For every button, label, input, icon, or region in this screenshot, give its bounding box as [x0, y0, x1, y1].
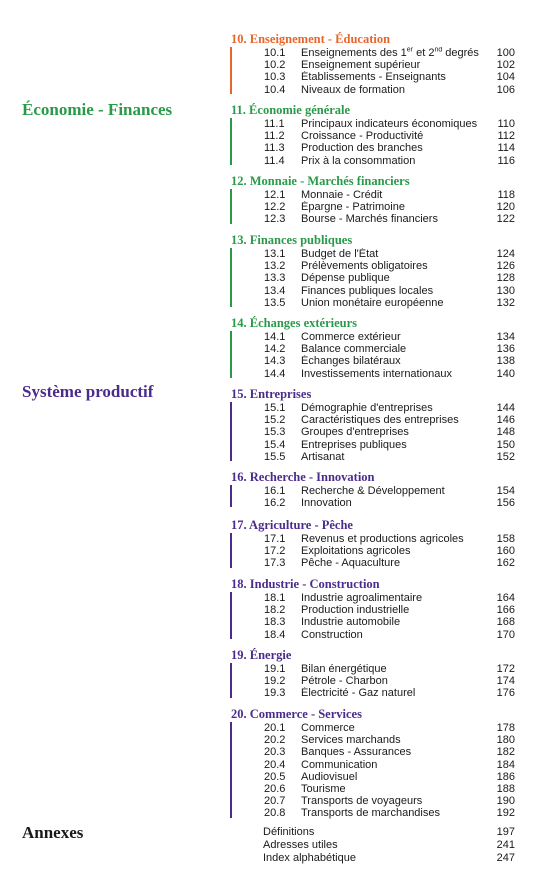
toc-entry[interactable]	[231, 402, 515, 414]
entry-number: 13.2	[264, 260, 286, 273]
toc-entry[interactable]	[231, 189, 515, 201]
toc-entry[interactable]	[231, 343, 515, 355]
chapter-title[interactable]: 12. Monnaie - Marchés financiers	[231, 174, 410, 188]
part-heading: Économie - Finances	[22, 100, 173, 119]
annex-label: Index alphabétique	[263, 852, 356, 864]
entry-label: Bourse - Marchés financiers	[301, 213, 438, 226]
toc-entry[interactable]	[231, 272, 515, 284]
entry-page: 140	[496, 367, 515, 380]
entry-label: Communication	[301, 758, 378, 771]
toc-entry[interactable]	[231, 426, 515, 438]
entry-page: 174	[496, 675, 515, 688]
entry-number: 20.8	[264, 807, 286, 820]
entry-label: Union monétaire européenne	[301, 296, 444, 309]
entry-number: 19.1	[264, 663, 286, 675]
entry-label: Caractéristiques des entreprises	[301, 414, 459, 427]
toc-entry[interactable]	[231, 368, 515, 380]
entry-number: 20.4	[264, 758, 286, 771]
toc-entry[interactable]	[231, 545, 515, 557]
chapter-block	[230, 577, 515, 641]
entry-page: 100	[496, 47, 515, 59]
entry-number: 11.1	[264, 118, 285, 130]
entry-page: 134	[496, 331, 515, 343]
entry-number: 15.5	[264, 450, 286, 463]
entry-number: 16.1	[264, 485, 286, 497]
entry-page: 110	[497, 118, 515, 130]
toc-entry[interactable]	[231, 533, 515, 545]
entry-number: 17.2	[264, 545, 286, 558]
entry-number: 14.4	[264, 367, 286, 380]
entry-page: 158	[496, 533, 515, 545]
part-heading: Annexes	[22, 823, 84, 842]
entry-number: 13.5	[264, 296, 286, 309]
entry-number: 12.2	[264, 201, 286, 214]
entry-page: 190	[496, 795, 515, 808]
entry-number: 18.4	[264, 628, 286, 641]
annex-entry[interactable]	[230, 826, 515, 839]
entry-page: 188	[496, 783, 515, 796]
chapter-entries	[230, 722, 515, 820]
entry-label: Démographie d'entreprises	[301, 402, 433, 414]
chapter-entries	[230, 248, 515, 309]
entry-number: 16.2	[264, 497, 286, 510]
entry-number: 11.4	[264, 154, 285, 167]
chapter-block	[230, 174, 515, 226]
entry-page: 154	[496, 485, 515, 497]
entry-page: 126	[496, 260, 515, 273]
entry-label: Banques - Assurances	[301, 746, 412, 759]
entry-page: 172	[496, 663, 515, 675]
part-heading: Système productif	[22, 382, 154, 401]
chapter-block	[230, 233, 515, 309]
entry-label: Transports de voyageurs	[301, 795, 423, 808]
entry-number: 15.1	[264, 402, 286, 414]
entry-page: 192	[496, 807, 515, 820]
entry-number: 17.1	[264, 533, 286, 545]
entry-page: 124	[496, 248, 515, 260]
entry-number: 11.3	[264, 142, 285, 155]
toc-entry[interactable]	[231, 47, 515, 59]
entry-page: 122	[496, 213, 515, 226]
toc-entry[interactable]	[231, 722, 515, 734]
annex-label: Adresses utiles	[263, 839, 338, 851]
entry-page: 144	[496, 402, 515, 414]
entry-number: 20.1	[264, 722, 286, 734]
chapter-title[interactable]: 19. Énergie	[231, 648, 292, 662]
entry-number: 20.7	[264, 795, 286, 808]
entry-number: 19.2	[264, 675, 286, 688]
entry-number: 20.5	[264, 770, 286, 783]
entry-page: 130	[496, 284, 515, 297]
toc-entry[interactable]	[231, 557, 515, 569]
entry-label: Enseignements des 1er et 2nd degrés	[301, 47, 479, 59]
entry-label: Électricité - Gaz naturel	[301, 687, 416, 700]
entry-number: 15.4	[264, 438, 286, 451]
toc-entry[interactable]	[231, 260, 515, 272]
entry-page: 116	[497, 154, 515, 167]
toc-entry[interactable]	[231, 439, 515, 451]
entry-label: Audiovisuel	[301, 770, 358, 783]
entry-page: 186	[496, 770, 515, 783]
chapter-block	[230, 707, 515, 820]
entry-label: Exploitations agricoles	[301, 545, 411, 558]
entry-page: 170	[496, 628, 515, 641]
toc-entry[interactable]	[231, 155, 515, 167]
annex-entry[interactable]	[230, 852, 515, 865]
toc-entry[interactable]	[231, 201, 515, 213]
entry-label: Commerce	[301, 722, 355, 734]
entry-page: 176	[496, 687, 515, 700]
chapter-entries	[230, 402, 515, 463]
chapter-entries	[230, 485, 515, 509]
annex-page: 241	[496, 839, 515, 851]
chapter-entries	[230, 47, 515, 96]
toc-entry[interactable]	[231, 497, 515, 509]
chapter-block	[230, 518, 515, 570]
entry-page: 128	[496, 272, 515, 285]
entry-page: 150	[496, 438, 515, 451]
chapter-entries	[230, 663, 515, 700]
entry-page: 132	[496, 296, 515, 309]
chapter-bracket	[230, 402, 232, 461]
chapter-bracket	[230, 533, 232, 568]
entry-label: Prélèvements obligatoires	[301, 260, 428, 273]
toc-entry[interactable]	[231, 783, 515, 795]
toc-entry[interactable]	[231, 355, 515, 367]
chapter-title[interactable]: 15. Entreprises	[231, 387, 312, 401]
entry-label: Artisanat	[301, 450, 345, 463]
toc-entry[interactable]	[231, 213, 515, 225]
entry-page: 178	[496, 722, 515, 734]
entry-page: 106	[496, 83, 515, 96]
toc-entry[interactable]	[231, 414, 515, 426]
chapter-title[interactable]: 16. Recherche - Innovation	[231, 470, 375, 484]
toc-entry[interactable]	[231, 663, 515, 675]
toc-entry[interactable]	[231, 807, 515, 819]
chapter-title[interactable]: 11. Économie générale	[231, 103, 351, 117]
toc-entry[interactable]	[231, 616, 515, 628]
toc-entry[interactable]	[231, 331, 515, 343]
entry-page: 120	[496, 201, 515, 214]
entry-label: Groupes d'entreprises	[301, 426, 409, 439]
toc-entry[interactable]	[231, 629, 515, 641]
entry-label: Innovation	[301, 497, 352, 510]
entry-page: 152	[496, 450, 515, 463]
entry-number: 14.1	[264, 331, 286, 343]
entry-label: Recherche & Développement	[301, 485, 445, 497]
toc-entry[interactable]	[231, 84, 515, 96]
chapter-entries	[230, 189, 515, 226]
entry-label: Établissements - Enseignants	[301, 71, 446, 84]
toc-entry[interactable]	[231, 118, 515, 130]
entry-number: 19.3	[264, 687, 286, 700]
entry-page: 104	[496, 71, 515, 84]
entry-label: Entreprises publiques	[301, 438, 407, 451]
entry-label: Investissements internationaux	[301, 367, 453, 380]
chapter-entries	[230, 533, 515, 570]
toc-entry[interactable]	[231, 485, 515, 497]
chapter-entries	[230, 592, 515, 641]
toc-entry[interactable]	[231, 142, 515, 154]
entry-number: 20.2	[264, 734, 286, 747]
chapter-title[interactable]: 10. Enseignement - Éducation	[231, 32, 391, 46]
entry-label: Revenus et productions agricoles	[301, 533, 464, 545]
entry-number: 13.3	[264, 272, 286, 285]
chapter-block	[230, 316, 515, 380]
chapter-bracket	[230, 485, 232, 507]
toc-entry[interactable]	[231, 71, 515, 83]
entry-label: Monnaie - Crédit	[301, 189, 383, 201]
entry-label: Finances publiques locales	[301, 284, 434, 297]
entry-label: Services marchands	[301, 734, 401, 747]
chapter-bracket	[230, 248, 232, 307]
entry-page: 168	[496, 616, 515, 629]
entry-label: Dépense publique	[301, 272, 390, 285]
chapter-title[interactable]: 17. Agriculture - Pêche	[231, 518, 353, 532]
entry-page: 164	[496, 592, 515, 604]
entry-number: 13.4	[264, 284, 286, 297]
toc-entry[interactable]	[231, 285, 515, 297]
chapter-entries	[230, 331, 515, 380]
entry-label: Industrie automobile	[301, 616, 401, 629]
chapter-block	[230, 387, 515, 463]
chapter-title[interactable]: 18. Industrie - Construction	[231, 577, 380, 591]
entry-label: Bilan énergétique	[301, 663, 387, 675]
entry-label: Industrie agroalimentaire	[301, 592, 423, 604]
entry-page: 102	[496, 59, 515, 72]
entry-page: 146	[496, 414, 515, 427]
entry-page: 136	[496, 343, 515, 356]
toc-entry[interactable]	[231, 771, 515, 783]
chapter-bracket	[230, 722, 232, 818]
chapter-bracket	[230, 189, 232, 224]
entry-label: Tourisme	[301, 783, 346, 796]
toc-entry[interactable]	[231, 746, 515, 758]
annex-page: 247	[496, 852, 515, 864]
chapter-bracket	[230, 47, 232, 94]
entry-number: 14.2	[264, 343, 286, 356]
entry-label: Pétrole - Charbon	[301, 675, 388, 688]
entry-page: 156	[496, 497, 515, 510]
entry-number: 10.2	[264, 59, 286, 72]
entry-number: 10.1	[264, 47, 286, 59]
entry-number: 15.3	[264, 426, 286, 439]
entry-label: Enseignement supérieur	[301, 59, 421, 72]
entry-label: Niveaux de formation	[301, 83, 405, 96]
toc-entry[interactable]	[231, 59, 515, 71]
entry-number: 18.2	[264, 604, 286, 617]
entry-number: 13.1	[264, 248, 286, 260]
entry-number: 14.3	[264, 355, 286, 368]
toc-entry[interactable]	[231, 675, 515, 687]
entry-page: 184	[496, 758, 515, 771]
toc-entry[interactable]	[231, 248, 515, 260]
entry-label: Production des branches	[301, 142, 423, 155]
entry-page: 118	[497, 189, 515, 201]
entry-page: 112	[497, 130, 515, 143]
entry-number: 10.4	[264, 83, 286, 96]
entry-label: Pêche - Aquaculture	[301, 557, 401, 570]
entry-page: 166	[496, 604, 515, 617]
entry-page: 160	[496, 545, 515, 558]
entry-label: Prix à la consommation	[301, 154, 416, 167]
entry-number: 12.1	[264, 189, 286, 201]
entry-label: Balance commerciale	[301, 343, 407, 356]
toc-entry[interactable]	[231, 297, 515, 309]
entry-number: 17.3	[264, 557, 286, 570]
toc-entry[interactable]	[231, 759, 515, 771]
annex-label: Définitions	[263, 826, 315, 838]
toc-entry[interactable]	[231, 795, 515, 807]
chapter-block	[230, 470, 515, 509]
chapter-title[interactable]: 20. Commerce - Services	[231, 707, 362, 721]
chapter-bracket	[230, 592, 232, 639]
entry-label: Transports de marchandises	[301, 807, 440, 820]
toc-entry[interactable]	[231, 451, 515, 463]
chapter-block	[230, 32, 515, 96]
chapter-bracket	[230, 118, 232, 165]
entry-label: Construction	[301, 628, 363, 641]
entry-page: 182	[496, 746, 515, 759]
entry-page: 162	[496, 557, 515, 570]
entry-label: Budget de l'État	[301, 248, 379, 260]
entry-page: 148	[496, 426, 515, 439]
chapter-block	[230, 648, 515, 700]
entry-page: 138	[496, 355, 515, 368]
entry-number: 20.3	[264, 746, 286, 759]
entry-page: 180	[496, 734, 515, 747]
chapter-bracket	[230, 663, 232, 698]
annexes-list	[230, 826, 515, 865]
toc-entry[interactable]	[231, 592, 515, 604]
entry-number: 12.3	[264, 213, 286, 226]
toc-entry[interactable]	[231, 687, 515, 699]
chapter-title[interactable]: 13. Finances publiques	[231, 233, 353, 247]
entry-number: 20.6	[264, 783, 286, 796]
toc-entry[interactable]	[231, 604, 515, 616]
entry-label: Principaux indicateurs économiques	[301, 118, 478, 130]
entry-number: 11.2	[264, 130, 285, 143]
entry-number: 10.3	[264, 71, 286, 84]
entry-label: Croissance - Productivité	[301, 130, 424, 143]
entry-number: 18.3	[264, 616, 286, 629]
entry-label: Échanges bilatéraux	[301, 355, 401, 368]
entry-number: 15.2	[264, 414, 286, 427]
chapter-bracket	[230, 331, 232, 378]
entry-page: 114	[497, 142, 515, 155]
annex-entry[interactable]	[230, 839, 515, 852]
toc-entry[interactable]	[231, 734, 515, 746]
chapter-title[interactable]: 14. Échanges extérieurs	[231, 316, 358, 330]
chapter-entries	[230, 118, 515, 167]
toc-entry[interactable]	[231, 130, 515, 142]
entry-label: Production industrielle	[301, 604, 410, 617]
entry-label: Épargne - Patrimoine	[301, 201, 405, 214]
entry-label: Commerce extérieur	[301, 331, 401, 343]
chapter-block	[230, 103, 515, 167]
entry-number: 18.1	[264, 592, 286, 604]
annex-page: 197	[496, 826, 515, 838]
